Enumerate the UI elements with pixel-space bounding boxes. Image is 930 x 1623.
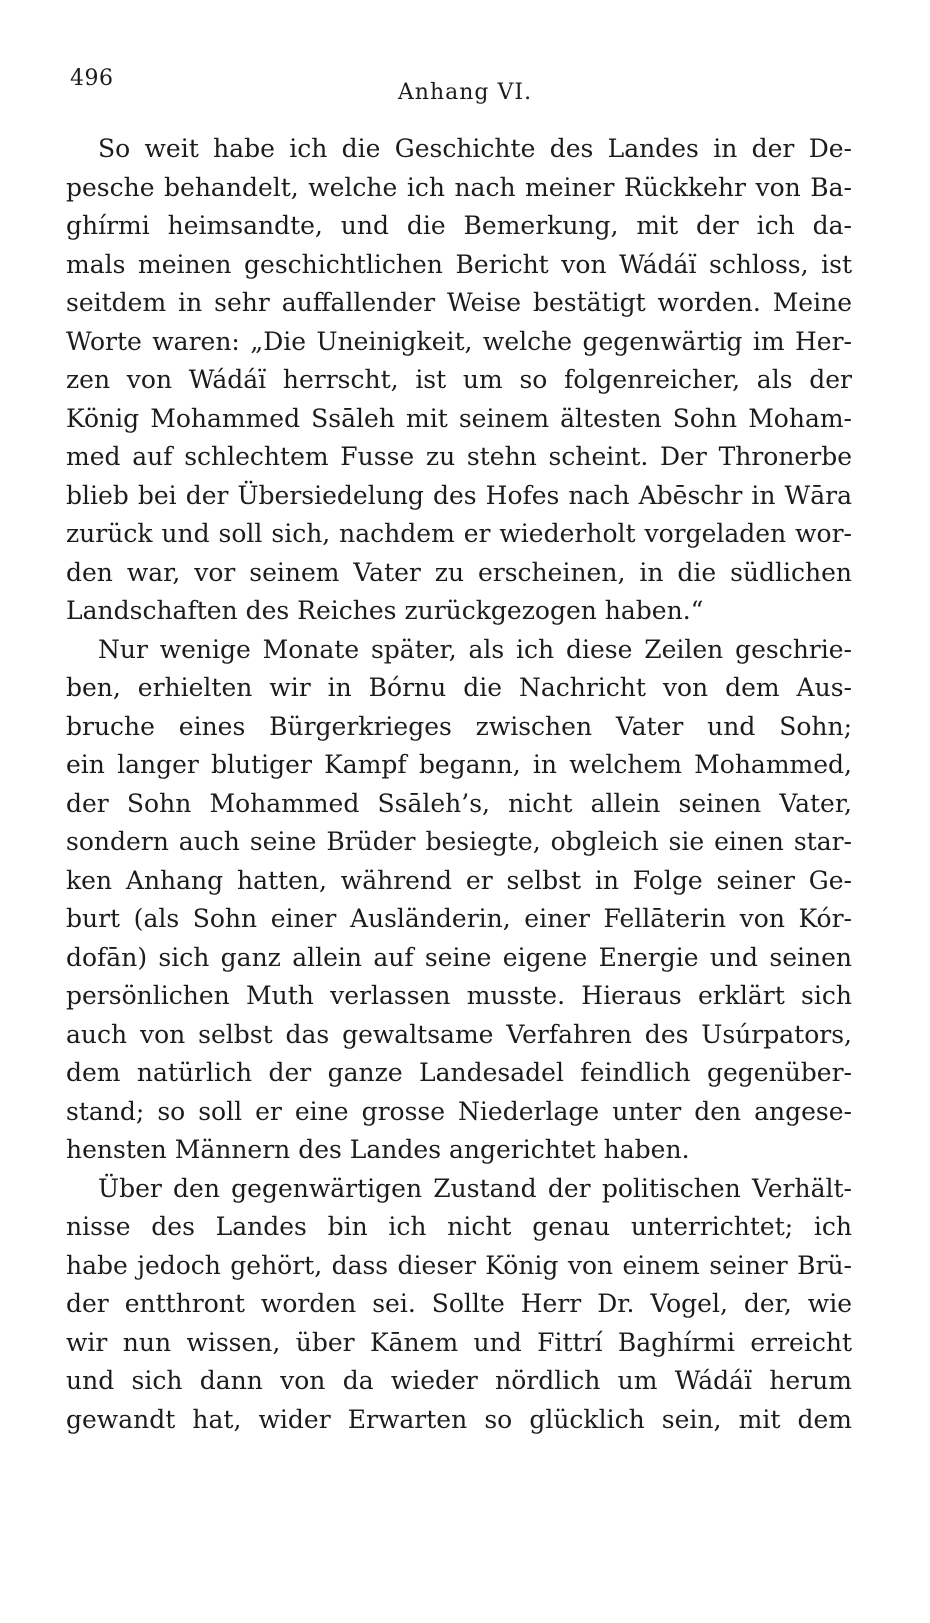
text-line: seitdem in sehr auffallender Weise bestätigt worden. Meine bbox=[66, 288, 852, 317]
text-line: ghírmi heimsandte, und die Bemerkung, mit der ich da- bbox=[66, 211, 852, 240]
text-line: pesche behandelt, welche ich nach meiner Rückkehr von Ba- bbox=[66, 172, 852, 202]
text-line: nisse des Landes bin ich nicht genau unterrichtet; ich bbox=[66, 1212, 852, 1241]
text-line: dem natürlich der ganze Landesadel feindlich gegenüber- bbox=[66, 1058, 852, 1087]
text-line: bruche eines Bürgerkrieges zwischen Vater und Sohn; bbox=[66, 711, 852, 741]
text-line: gewandt hat, wider Erwarten so glücklich sein, mit dem bbox=[66, 1404, 852, 1434]
text-line: zurück und soll sich, nachdem er wiederholt vorgeladen wor- bbox=[66, 519, 852, 548]
text-line: und sich dann von da wieder nördlich um Wádáï herum bbox=[66, 1366, 852, 1395]
text-line: Über den gegenwärtigen Zustand der politischen Verhält- bbox=[98, 1173, 852, 1203]
text-line: ben, erhielten wir in Bórnu die Nachricht von dem Aus- bbox=[66, 673, 852, 702]
text-line: burt (als Sohn einer Ausländerin, einer Fellāterin von Kór- bbox=[66, 904, 852, 933]
text-line: zen von Wádáï herrscht, ist um so folgenreicher, als der bbox=[66, 365, 852, 394]
text-line: der entthront worden sei. Sollte Herr Dr. Vogel, der, wie bbox=[66, 1289, 852, 1318]
text-line: hensten Männern des Landes angerichtet haben. bbox=[66, 1135, 690, 1164]
text-line: den war, vor seinem Vater zu erscheinen, in die südlichen bbox=[66, 557, 852, 587]
text-line: König Mohammed Ssāleh mit seinem ältesten Sohn Moham- bbox=[66, 403, 852, 433]
text-line: sondern auch seine Brüder besiegte, obgleich sie einen star- bbox=[66, 827, 852, 856]
text-line: ken Anhang hatten, während er selbst in Folge seiner Ge- bbox=[66, 865, 852, 895]
text-line: Landschaften des Reiches zurückgezogen haben.“ bbox=[66, 596, 704, 625]
text-line: ein langer blutiger Kampf begann, in welchem Mohammed, bbox=[66, 750, 852, 779]
text-line: stand; so soll er eine grosse Niederlage unter den angese- bbox=[66, 1096, 852, 1126]
text-line: persönlichen Muth verlassen musste. Hieraus erklärt sich bbox=[66, 981, 852, 1010]
text-line: habe jedoch gehört, dass dieser König von einem seiner Brü- bbox=[66, 1250, 852, 1280]
text-line: der Sohn Mohammed Ssāleh’s, nicht allein seinen Vater, bbox=[66, 788, 852, 818]
text-line: mals meinen geschichtlichen Bericht von Wádáï schloss, ist bbox=[66, 249, 852, 279]
body-text bbox=[66, 130, 852, 1439]
text-line: So weit habe ich die Geschichte des Landes in der De- bbox=[98, 134, 852, 163]
text-line: Worte waren: „Die Uneinigkeit, welche gegenwärtig im Her- bbox=[66, 326, 852, 356]
text-line: Nur wenige Monate später, als ich diese Zeilen geschrie- bbox=[98, 634, 852, 664]
running-head: Anhang VI. bbox=[397, 80, 533, 105]
text-line: auch von selbst das gewaltsame Verfahren des Usúrpators, bbox=[66, 1019, 852, 1049]
text-line: wir nun wissen, über Kānem und Fittrí Baghírmi erreicht bbox=[66, 1327, 852, 1357]
text-line: blieb bei der Übersiedelung des Hofes nach Abēschr in Wāra bbox=[66, 480, 852, 510]
text-line: med auf schlechtem Fusse zu stehn scheint. Der Thronerbe bbox=[66, 442, 852, 471]
page-number: 496 bbox=[70, 66, 114, 91]
text-line: dofān) sich ganz allein auf seine eigene Energie und seinen bbox=[66, 942, 852, 972]
